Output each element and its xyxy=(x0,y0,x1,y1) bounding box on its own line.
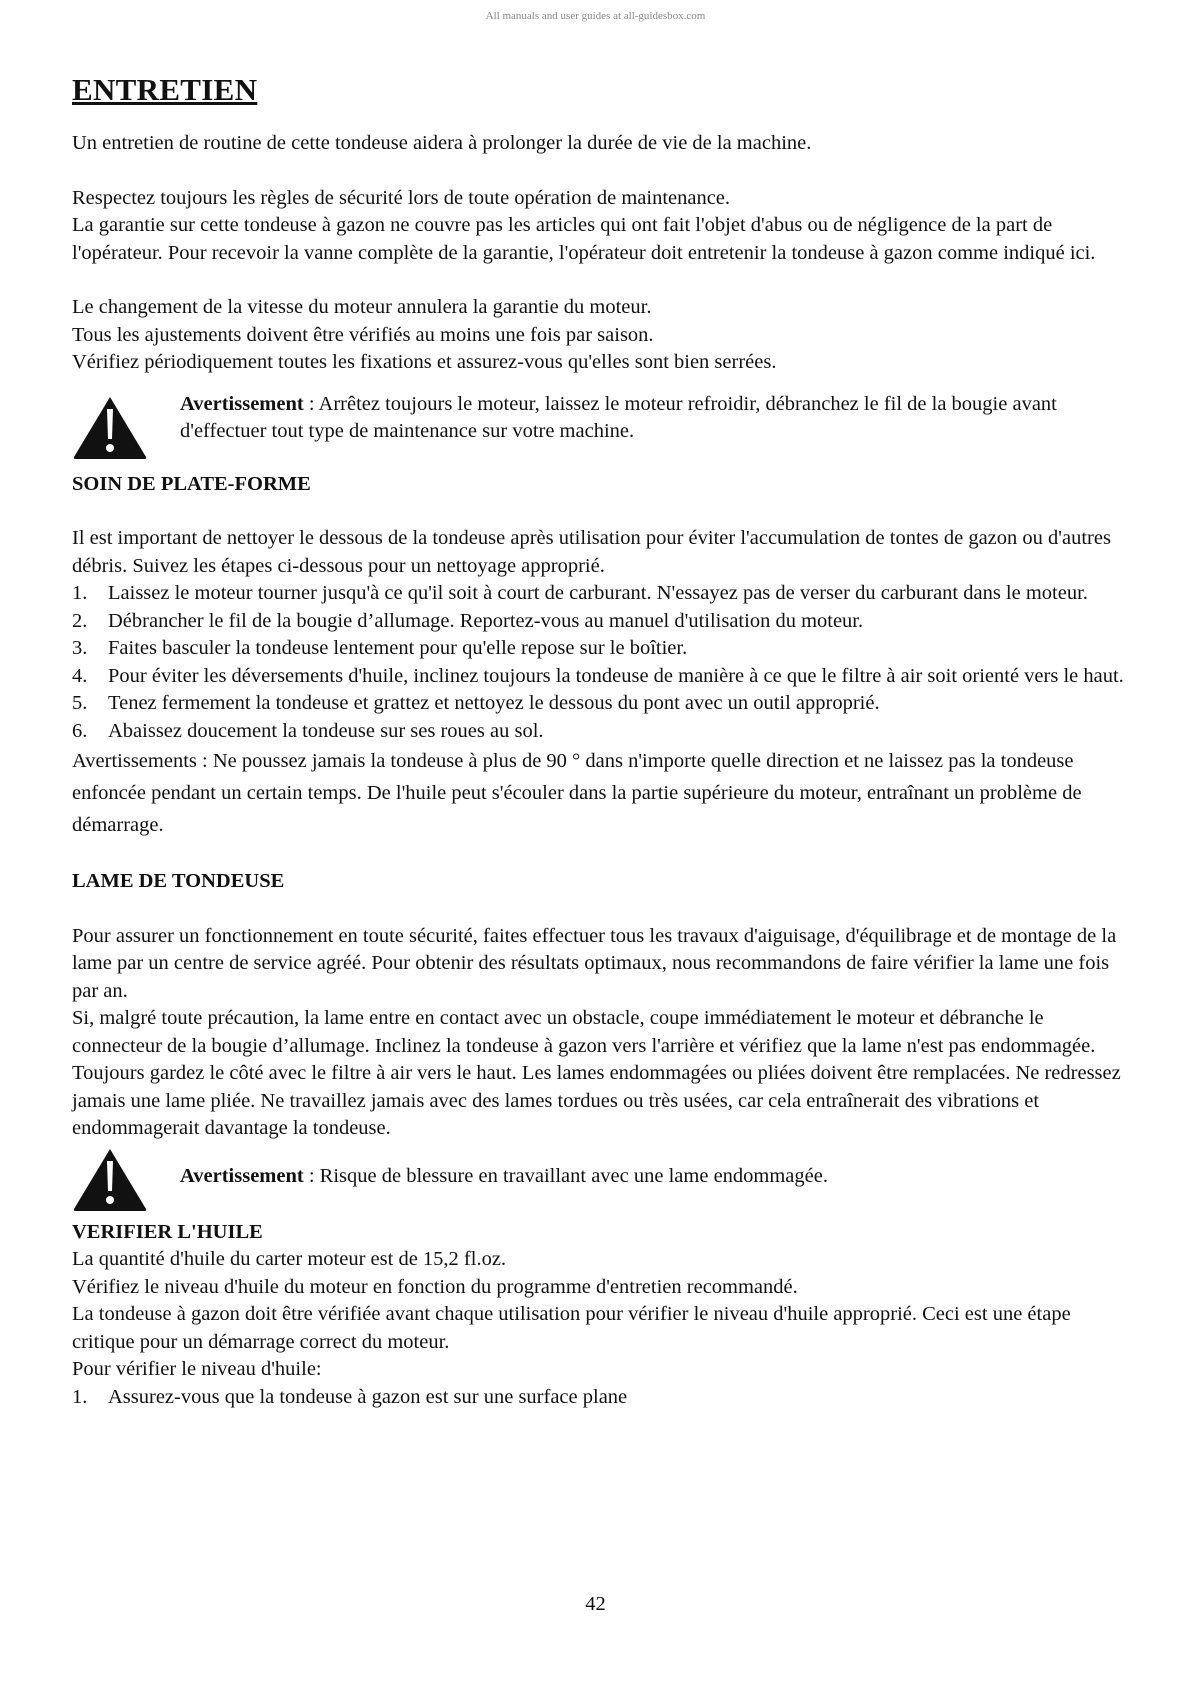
oil-line-4: Pour vérifier le niveau d'huile: xyxy=(72,1358,322,1380)
list-item: 5. Tenez fermement la tondeuse et grattez et nettoyez le dessous du pont avec un outil approprié. xyxy=(72,692,880,714)
watermark: All manuals and user guides at all-guidesbox.com xyxy=(485,10,706,22)
warning-text-blade xyxy=(180,1147,1132,1191)
warning-label: Avertissement xyxy=(180,1164,304,1187)
deck-warning: Avertissements : Ne poussez jamais la tondeuse à plus de 90 ° dans n'importe quelle direction et ne laissez pas la tondeuse enfoncée pendant un certain temps. De l'huile peut s'écouler dans la partie supérieure du moteur, entraînant un problème de démarrage. xyxy=(72,750,1082,836)
page-title: ENTRETIEN xyxy=(72,72,258,107)
warning-box-blade xyxy=(72,1147,1132,1213)
adjustment-line-3: Vérifiez périodiquement toutes les fixations et assurez-vous qu'elles sont bien serrées. xyxy=(72,351,777,373)
warning-body: : Risque de blessure en travaillant avec une lame endommagée. xyxy=(303,1164,828,1187)
blade-paragraph-2: Si, malgré toute précaution, la lame entre en contact avec un obstacle, coupe immédiatement le moteur et débranche le connecteur de la bougie d’allumage. Inclinez la tondeuse à gazon vers l'arrière et vérifiez que la lame n'est pas endommagée. Toujours gardez le côté avec le filtre à air vers le haut. Les lames endommagées ou pliées doivent être remplacées. Ne redressez jamais une lame pliée. Ne travaillez jamais avec des lames tordues ou très usées, car cela entraînerait des vibrations et endommagerait davantage la tondeuse. xyxy=(72,1007,1121,1139)
deck-intro: Il est important de nettoyer le dessous de la tondeuse après utilisation pour éviter l'accumulation de tontes de gazon ou d'autres débris. Suivez les étapes ci-dessous pour un nettoyage approprié. xyxy=(72,527,1111,577)
warning-triangle-icon xyxy=(72,395,148,461)
list-item: 2. Débrancher le fil de la bougie d’allumage. Reportez-vous au manuel d'utilisation du moteur. xyxy=(72,609,864,632)
warning-triangle-icon xyxy=(72,1147,148,1213)
deck-steps xyxy=(72,580,1132,745)
list-item: 3. Faites basculer la tondeuse lentement pour qu'elle repose sur le boîtier. xyxy=(72,637,688,659)
warning-text-maintenance xyxy=(180,391,1132,446)
oil-line-2: Vérifiez le niveau d'huile du moteur en fonction du programme d'entretien recommandé. xyxy=(72,1275,798,1298)
safety-line-1: Respectez toujours les règles de sécurité lors de toute opération de maintenance. xyxy=(72,186,731,209)
warning-box-maintenance xyxy=(72,391,1132,461)
warning-body: : Arrêtez toujours le moteur, laissez le moteur refroidir, débranchez le fil de la bougie avant d'effectuer tout type de maintenance sur votre machine. xyxy=(180,392,1057,442)
list-item: 6. Abaissez doucement la tondeuse sur ses roues au sol. xyxy=(72,719,544,742)
list-item: 1. Laissez le moteur tourner jusqu'à ce qu'il soit à court de carburant. N'essayez pas de verser du carburant dans le moteur. xyxy=(72,582,1088,604)
page-number: 42 xyxy=(585,1593,606,1615)
adjustment-line-2: Tous les ajustements doivent être vérifiés au moins une fois par saison. xyxy=(72,323,654,346)
blade-paragraph-1: Pour assurer un fonctionnement en toute sécurité, faites effectuer tous les travaux d'aiguisage, d'équilibrage et de montage de la lame par un centre de service agréé. Pour obtenir des résultats optimaux, nous recommandons de faire vérifier la lame une fois par an. xyxy=(72,924,1117,1002)
oil-line-3: La tondeuse à gazon doit être vérifiée avant chaque utilisation pour vérifier le niveau d'huile approprié. Ceci est une étape critique pour un démarrage correct du moteur. xyxy=(72,1303,1071,1353)
list-item: 1. Assurez-vous que la tondeuse à gazon est sur une surface plane xyxy=(72,1385,628,1408)
adjustment-line-1: Le changement de la vitesse du moteur annulera la garantie du moteur. xyxy=(72,296,652,318)
warning-label: Avertissement xyxy=(180,392,304,415)
section-heading-blade: LAME DE TONDEUSE xyxy=(72,870,285,892)
intro-text: Un entretien de routine de cette tondeuse aidera à prolonger la durée de vie de la machine. xyxy=(72,132,812,154)
section-heading-deck: SOIN DE PLATE-FORME xyxy=(72,472,311,495)
section-heading-oil: VERIFIER L'HUILE xyxy=(72,1220,263,1243)
page-content xyxy=(72,70,1132,1411)
safety-line-2: La garantie sur cette tondeuse à gazon ne couvre pas les articles qui ont fait l'objet d'abus ou de négligence de la part de l'opérateur. Pour recevoir la vanne complète de la garantie, l'opérateur doit entretenir la tondeuse à gazon comme indiqué ici. xyxy=(72,214,1096,264)
oil-line-1: La quantité d'huile du carter moteur est de 15,2 fl.oz. xyxy=(72,1248,507,1270)
oil-steps xyxy=(72,1384,1132,1412)
list-item: 4. Pour éviter les déversements d'huile, inclinez toujours la tondeuse de manière à ce que le filtre à air soit orienté vers le haut. xyxy=(72,664,1124,687)
